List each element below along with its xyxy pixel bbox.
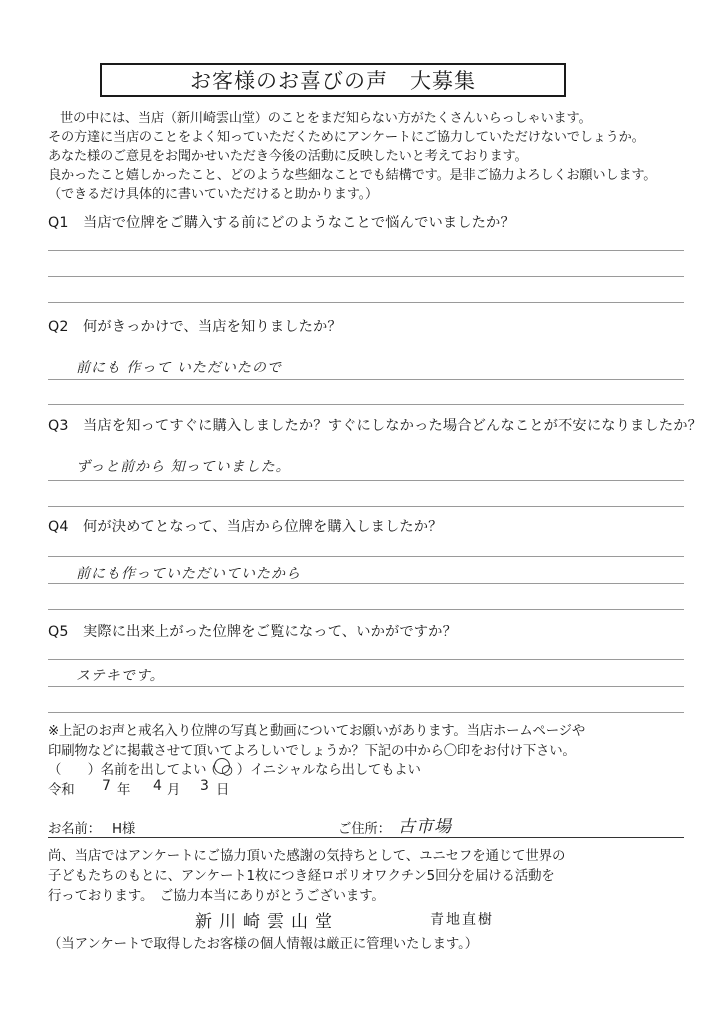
name-value: H様 (112, 822, 136, 837)
question-4: Q4 何が決めてとなって、当店から位牌を購入しましたか？ (48, 519, 443, 535)
footer-line-2: 子どもたちのもとに、アンケート1枚につき経ロポリオワクチン5回分を届ける活動を (48, 869, 555, 884)
date-month: 4 (153, 778, 163, 794)
owner-name: 青地直樹 (430, 912, 494, 928)
consent-option-name: （ ）名前を出してよい (48, 763, 207, 778)
answer-5: ステキです。 (76, 668, 165, 684)
answer-line (48, 276, 684, 277)
answer-line (48, 506, 684, 507)
answer-4: 前にも作っていただいていたから (76, 566, 301, 582)
privacy-note: （当アンケートで取得したお客様の個人情報は厳正に管理いたします。） (48, 937, 479, 952)
footer-line-3: 行っております。 ご協力本当にありがとうございます。 (48, 889, 385, 904)
answer-line (48, 609, 684, 610)
answer-3: ずっと前から 知っていました。 (76, 459, 291, 475)
name-label: お名前： (48, 822, 101, 837)
answer-line (48, 250, 684, 251)
date-year-unit: 年 (117, 783, 131, 798)
date-day-unit: 日 (216, 783, 230, 798)
date-day: 3 (200, 778, 210, 794)
question-5: Q5 実際に出来上がった位牌をご覧になって、いかがですか？ (48, 624, 457, 640)
question-1: Q1 当店で位牌をご購入する前にどのようなことで悩んでいましたか？ (48, 215, 515, 231)
date-era: 令和 (48, 783, 75, 798)
answer-line (48, 404, 684, 405)
consent-line-1: ※上記のお声と戒名入り位牌の写真と動画についてお願いがあります。当店ホームページや (48, 724, 586, 739)
consent-line-2: 印刷物などに掲載させて頂いてよろしいでしょうか？下記の中から〇印をお付け下さい。 (48, 744, 576, 759)
answer-line (48, 686, 684, 687)
answer-line (48, 379, 684, 380)
intro-line-4: 良かったこと嬉しかったこと、どのような些細なことでも結構です。是非ご協力よろしくお願いします。 (48, 168, 657, 183)
footer-line-1: 尚、当店ではアンケートにご協力頂いた感謝の気持ちとして、ユニセフを通じて世界の (48, 849, 566, 864)
date-year: 7 (102, 778, 112, 794)
survey-title: お客様のお喜びの声 大募集 (100, 63, 566, 97)
address-value: 古市場 (398, 817, 452, 837)
date-month-unit: 月 (167, 783, 181, 798)
answer-2: 前にも 作って いただいたので (76, 360, 282, 376)
answer-line (48, 480, 684, 481)
answer-line (48, 302, 684, 303)
intro-line-1: 世の中には、当店（新川崎雲山堂）のことをまだ知らない方がたくさんいらっしゃいます。 (60, 111, 592, 126)
signature-line (48, 837, 684, 838)
store-name: 新川崎雲山堂 (195, 912, 339, 932)
answer-line (48, 712, 684, 713)
question-2: Q2 何がきっかけで、当店を知りましたか？ (48, 319, 342, 335)
intro-line-2: その方達に当店のことをよく知っていただくためにアンケートにご協力していただけないでしょうか。 (48, 130, 645, 145)
answer-line (48, 583, 684, 584)
consent-option-initials: （ ○ ）イニシャルなら出してもよい (204, 763, 421, 778)
answer-line (48, 659, 684, 660)
intro-line-3: あなた様のご意見をお聞かせいただき今後の活動に反映したいと考えております。 (48, 149, 528, 164)
question-3: Q3 当店を知ってすぐに購入しましたか？すぐにしなかった場合どんなことが不安になりましたか？ (48, 418, 703, 434)
answer-line (48, 556, 684, 557)
intro-line-5: （できるだけ具体的に書いていただけると助かります。） (48, 187, 379, 202)
consent-circle-mark (214, 758, 230, 774)
address-label: ご住所： (338, 822, 391, 837)
